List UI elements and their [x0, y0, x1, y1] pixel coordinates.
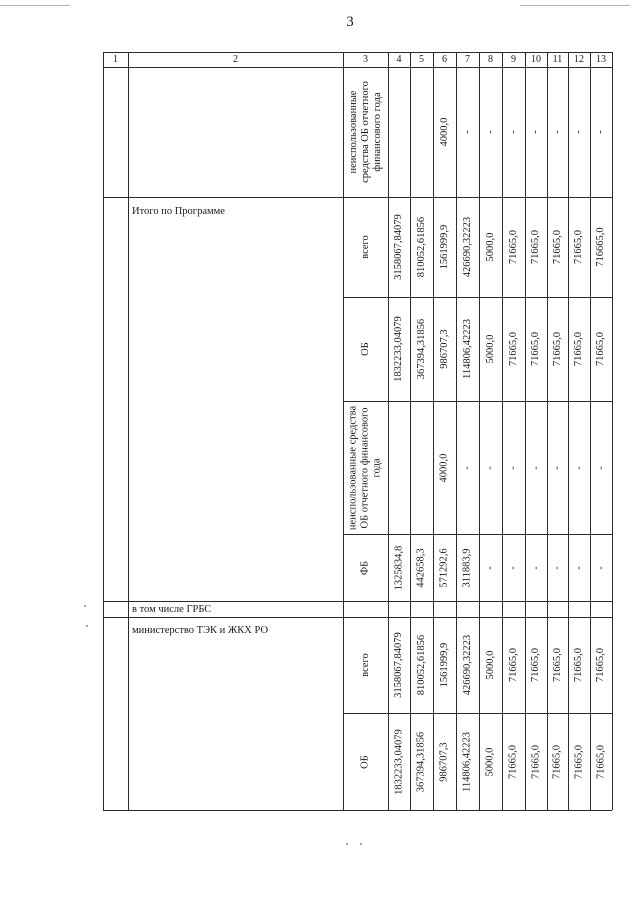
row-type-label: ОБ — [359, 342, 371, 356]
scan-dot — [346, 843, 348, 845]
row-border — [103, 197, 612, 198]
column-header-13: 13 — [596, 54, 606, 65]
cell-value: 571292,6 — [438, 547, 450, 588]
cell-value: 71665,0 — [530, 744, 541, 779]
column-header-12: 12 — [574, 54, 584, 65]
cell-value: - — [551, 130, 563, 134]
cell-value: 71665,0 — [573, 229, 584, 265]
column-border — [388, 52, 389, 810]
column-border — [456, 52, 457, 810]
column-header-5: 5 — [419, 54, 424, 65]
cell-value: - — [484, 465, 496, 470]
column-header-8: 8 — [488, 54, 493, 65]
column-header-3: 3 — [363, 54, 368, 65]
cell-value: - — [595, 130, 606, 134]
column-header-2: 2 — [233, 54, 238, 65]
cell-value: 71665,0 — [573, 647, 584, 683]
cell-value: 114806,42223 — [461, 319, 473, 379]
cell-value: 986707,3 — [438, 741, 450, 782]
cell-value: - — [530, 465, 541, 470]
cell-value: 71665,0 — [595, 744, 606, 779]
cell-value: 3158067,84079 — [393, 632, 404, 698]
cell-value: 810052,61856 — [415, 216, 427, 278]
row-type-label: всего — [359, 235, 371, 259]
cell-value: 71665,0 — [595, 331, 606, 367]
block-label: в том числе ГРБС — [132, 604, 212, 615]
scan-artifact — [0, 5, 70, 6]
cell-value: 4000,0 — [438, 453, 450, 482]
header-border — [103, 67, 612, 68]
row-border — [103, 810, 612, 811]
cell-value: 1832233,04079 — [393, 316, 404, 382]
cell-value: 71665,0 — [595, 647, 606, 683]
cell-value: 5000,0 — [484, 650, 496, 680]
scan-dot — [84, 605, 86, 607]
cell-value: 71665,0 — [530, 229, 541, 265]
row-border — [103, 617, 612, 618]
cell-value: 1561999,9 — [438, 642, 450, 688]
cell-value: 5000,0 — [484, 232, 496, 262]
cell-value: 442658,3 — [415, 547, 427, 588]
scan-dot — [360, 843, 362, 845]
cell-value: - — [484, 565, 496, 570]
cell-value: 367394,31856 — [415, 318, 427, 380]
cell-value: 1832233,04079 — [393, 728, 404, 795]
cell-value: - — [573, 465, 584, 470]
cell-value: 5000,0 — [484, 334, 496, 364]
column-border — [590, 52, 591, 810]
row-type-label: неиспользованные средства ОБ отчетного финансового года — [347, 81, 383, 183]
cell-value: 1325834,8 — [393, 545, 404, 590]
header-border — [103, 52, 612, 53]
cell-value: - — [507, 130, 519, 134]
column-border — [502, 52, 503, 810]
cell-value: 3158067,84079 — [393, 214, 404, 280]
cell-value: - — [530, 130, 541, 134]
column-border — [479, 52, 480, 810]
cell-value: 4000,0 — [438, 117, 450, 147]
cell-value: - — [595, 465, 606, 470]
cell-value: - — [595, 565, 606, 570]
cell-value: 1561999,9 — [438, 224, 450, 270]
cell-value: 114806,42223 — [461, 731, 473, 792]
block-label: Итого по Программе — [132, 206, 225, 217]
column-border — [343, 52, 344, 810]
row-border — [343, 534, 612, 535]
column-border — [433, 52, 434, 810]
cell-value: - — [484, 130, 496, 134]
cell-value: 986707,3 — [438, 329, 450, 369]
cell-value: 716665,0 — [595, 227, 606, 267]
cell-value: 71665,0 — [551, 229, 563, 265]
cell-value: 71665,0 — [530, 331, 541, 367]
column-border — [103, 52, 104, 810]
cell-value: 71665,0 — [573, 331, 584, 367]
block-label: министерство ТЭК и ЖКХ РО — [132, 625, 269, 636]
cell-value: - — [573, 130, 584, 134]
cell-value: 71665,0 — [507, 331, 519, 367]
column-border — [568, 52, 569, 810]
column-border — [410, 52, 411, 810]
column-header-7: 7 — [465, 54, 470, 65]
cell-value: 426690,32223 — [461, 634, 473, 696]
cell-value: 311883,9 — [461, 548, 473, 587]
cell-value: 71665,0 — [551, 647, 563, 683]
cell-value: - — [461, 130, 473, 134]
cell-value: - — [551, 465, 563, 470]
cell-value: 71665,0 — [551, 331, 563, 367]
row-border — [103, 601, 612, 602]
column-border — [128, 52, 129, 810]
column-header-11: 11 — [552, 54, 563, 65]
row-type-label: неиспользованные средства ОБ отчетного финансового года — [347, 405, 383, 530]
cell-value: 71665,0 — [507, 647, 519, 683]
row-type-label: всего — [359, 653, 371, 677]
cell-value: 71665,0 — [551, 744, 563, 779]
cell-value: - — [530, 565, 541, 570]
scan-dot — [86, 625, 88, 627]
column-border — [525, 52, 526, 810]
cell-value: 426690,32223 — [461, 216, 473, 278]
cell-value: 810052,61856 — [415, 634, 427, 696]
cell-value: - — [551, 565, 563, 570]
page-number: 3 — [346, 14, 354, 30]
cell-value: - — [507, 465, 519, 470]
column-border — [547, 52, 548, 810]
column-header-10: 10 — [531, 54, 541, 65]
column-header-1: 1 — [113, 54, 118, 65]
row-border — [343, 297, 612, 298]
cell-value: 5000,0 — [484, 747, 496, 776]
column-header-4: 4 — [396, 54, 402, 65]
cell-value: - — [461, 465, 473, 470]
column-border — [612, 52, 613, 810]
row-border — [343, 713, 612, 714]
row-type-label: ФБ — [359, 560, 371, 575]
cell-value: 71665,0 — [530, 647, 541, 683]
scan-artifact — [520, 5, 630, 6]
cell-value: 367394,31856 — [415, 731, 427, 792]
row-type-label: ОБ — [359, 754, 371, 769]
cell-value: - — [573, 565, 584, 570]
row-border — [343, 401, 612, 402]
column-header-9: 9 — [511, 54, 516, 65]
column-header-6: 6 — [442, 54, 447, 65]
cell-value: 71665,0 — [507, 744, 519, 779]
cell-value: 71665,0 — [507, 229, 519, 265]
cell-value: 71665,0 — [573, 744, 584, 779]
cell-value: - — [507, 565, 519, 570]
